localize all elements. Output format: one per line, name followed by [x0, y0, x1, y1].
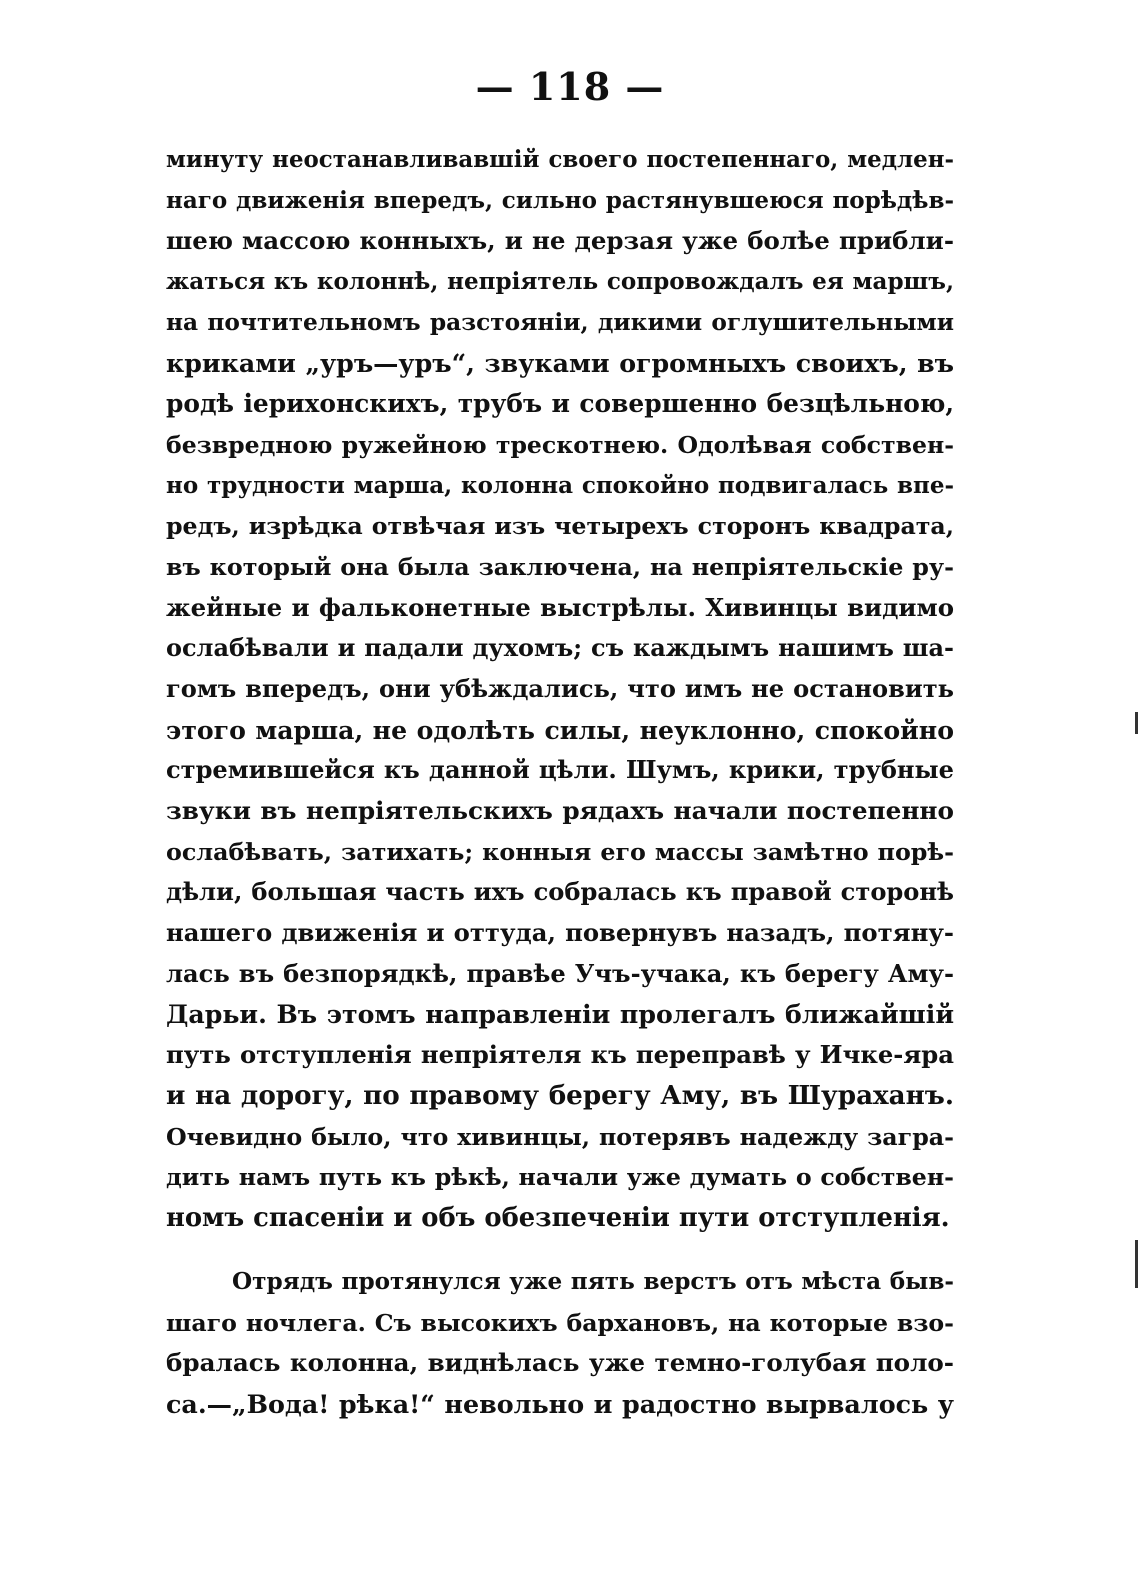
text-line: звуки въ непріятельскихъ рядахъ начали постепенно	[166, 796, 954, 825]
page-number: — 118 —	[475, 64, 665, 109]
text-line: на почтительномъ разстояніи, дикими оглушительными	[166, 308, 954, 336]
text-line: безвредною ружейною трескотнею. Одолѣвая собствен-	[166, 430, 954, 459]
paragraph-1	[166, 140, 954, 1239]
text-line: Очевидно было, что хивинцы, потерявъ надежду загра-	[166, 1122, 954, 1151]
paragraph-2	[166, 1262, 954, 1425]
text-line: шаго ночлега. Съ высокихъ бархановъ, на которые взо-	[166, 1308, 954, 1337]
scan-margin-mark	[1135, 712, 1138, 734]
text-line: номъ спасеніи и объ обезпеченіи пути отступленія.	[166, 1202, 950, 1233]
text-line: дѣли, большая часть ихъ собралась къ правой сторонѣ	[166, 877, 954, 907]
text-line: дить намъ путь къ рѣкѣ, начали уже думать о собствен-	[166, 1163, 954, 1192]
text-line: этого марша, не одолѣть силы, неуклонно, спокойно	[166, 714, 954, 745]
text-line: путь отступленія непріятеля къ переправѣ у Ичке-яра	[166, 1040, 954, 1070]
text-line: криками „уръ—уръ“, звуками огромныхъ своихъ, въ	[166, 348, 954, 379]
text-line: въ который она была заключена, на непріятельскіе ру-	[166, 552, 954, 581]
text-line: са.—„Вода! рѣка!“ невольно и радостно вырвалось у	[166, 1389, 954, 1420]
text-line: гомъ впередъ, они убѣждались, что имъ не остановить	[166, 673, 954, 703]
text-line: нашего движенія и оттуда, повернувъ назадъ, потяну-	[166, 918, 954, 948]
text-line: жейные и фальконетные выстрѣлы. Хивинцы видимо	[166, 592, 954, 622]
scan-margin-mark	[1135, 1240, 1138, 1288]
text-line: Дарьи. Въ этомъ направленіи пролегалъ ближайшій	[166, 999, 954, 1030]
text-line: бралась колонна, виднѣлась уже темно-голубая поло-	[166, 1348, 954, 1378]
text-line: но трудности марша, колонна спокойно подвигалась впе-	[166, 471, 954, 499]
text-line: Отрядъ протянулся уже пять верстъ отъ мѣста быв-	[232, 1268, 954, 1295]
text-line: шею массою конныхъ, и не дерзая уже болѣе прибли-	[166, 226, 954, 256]
text-line: и на дорогу, по правому берегу Аму, въ Шураханъ.	[166, 1079, 954, 1111]
text-line: лась въ безпорядкѣ, правѣе Учъ-учака, къ берегу Аму-	[166, 958, 954, 988]
text-line: редъ, изрѣдка отвѣчая изъ четырехъ сторонъ квадрата,	[166, 512, 954, 541]
text-line: наго движенія впередъ, сильно растянувшеюся порѣдѣв-	[166, 186, 954, 214]
text-line: минуту неостанавливавшій своего постепеннаго, медлен-	[166, 146, 954, 173]
text-line: ослабѣвали и падали духомъ; съ каждымъ нашимъ ша-	[166, 634, 954, 663]
text-line: ослабѣвать, затихать; конныя его массы замѣтно порѣ-	[166, 837, 954, 866]
text-line: жаться къ колоннѣ, непріятель сопровождалъ ея маршъ,	[166, 268, 954, 296]
text-line: стремившейся къ данной цѣли. Шумъ, крики, трубные	[166, 755, 954, 785]
text-line: родѣ іерихонскихъ, трубъ и совершенно безцѣльною,	[166, 389, 954, 419]
